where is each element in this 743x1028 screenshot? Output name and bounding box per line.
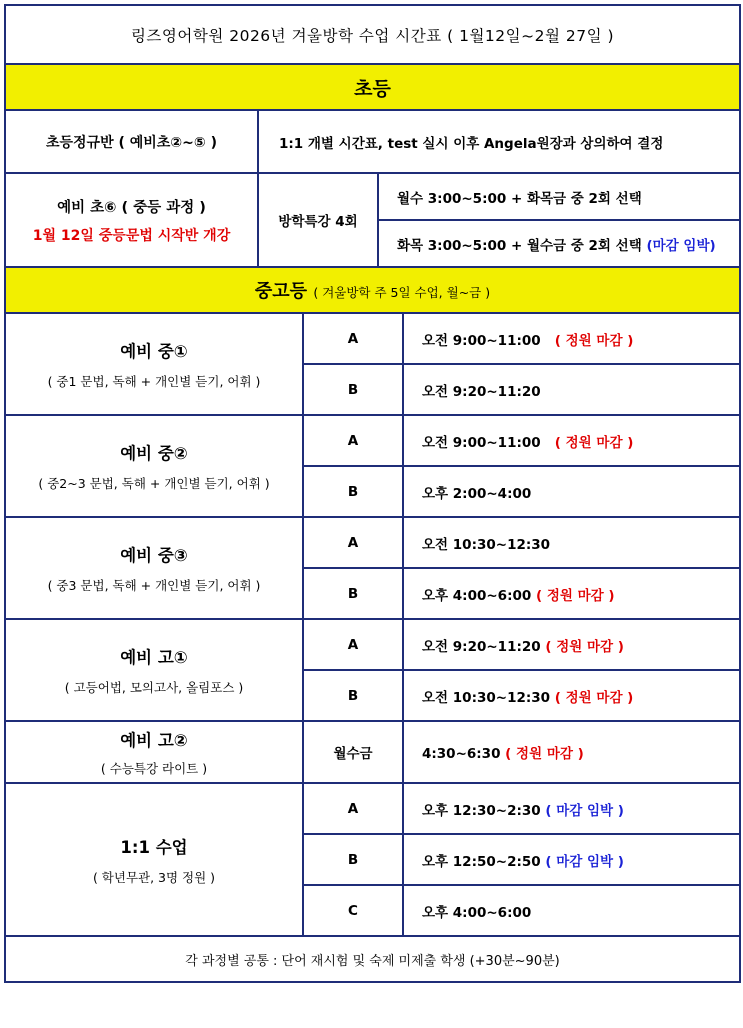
session-code: B xyxy=(303,466,403,517)
footer-note: 각 과정별 공통 : 단어 재시험 및 숙제 미제출 학생 (+30분~90분) xyxy=(5,936,740,982)
status-badge: ( 정원 마감 ) xyxy=(535,587,615,604)
secondary-header-sub: ( 겨울방학 주 5일 수업, 월~금 ) xyxy=(313,285,491,300)
course-cell xyxy=(5,721,303,783)
session-time-cell xyxy=(403,364,740,415)
course-name: 예비 중① xyxy=(120,342,188,361)
course-cell xyxy=(5,313,303,415)
title-row xyxy=(5,5,740,64)
course-desc: ( 수능특강 라이트 ) xyxy=(100,761,208,776)
elementary-pre6-row-1 xyxy=(5,173,740,220)
session-time: 오전 10:30~12:30 xyxy=(422,536,551,553)
session-time: 오후 12:30~2:30 xyxy=(422,802,541,819)
pre6-label: 예비 초⑥ ( 중등 과정 ) xyxy=(57,199,206,216)
elementary-header-row xyxy=(5,64,740,110)
section-header-secondary xyxy=(5,267,740,313)
session-time: 오후 4:00~6:00 xyxy=(422,904,532,921)
special-option-2-note: (마감 임박) xyxy=(646,237,716,254)
course-row xyxy=(5,783,740,834)
session-time-cell xyxy=(403,783,740,834)
session-time: 오전 9:00~11:00 xyxy=(422,434,541,451)
session-time: 오후 2:00~4:00 xyxy=(422,485,532,502)
special-option-1: 월수 3:00~5:00 + 화목금 중 2회 선택 xyxy=(378,173,740,220)
elementary-regular-label: 초등정규반 ( 예비초②~⑤ ) xyxy=(5,110,258,173)
course-cell xyxy=(5,415,303,517)
elementary-regular-row xyxy=(5,110,740,173)
status-badge: ( 마감 임박 ) xyxy=(545,802,624,819)
pre6-cell xyxy=(5,173,258,267)
session-code: A xyxy=(303,415,403,466)
session-code: C xyxy=(303,885,403,936)
session-time-cell xyxy=(403,834,740,885)
course-name: 1:1 수업 xyxy=(120,837,188,857)
pre6-note: 1월 12일 중등문법 시작반 개강 xyxy=(32,227,231,244)
session-time-cell xyxy=(403,568,740,619)
session-time-cell xyxy=(403,670,740,721)
session-time: 오후 12:50~2:50 xyxy=(422,853,541,870)
course-row xyxy=(5,721,740,783)
session-code: B xyxy=(303,364,403,415)
session-time-cell xyxy=(403,885,740,936)
special-option-2: 화목 3:00~5:00 + 월수금 중 2회 선택 xyxy=(397,237,642,254)
course-row xyxy=(5,313,740,364)
session-time-cell xyxy=(403,466,740,517)
status-badge: ( 정원 마감 ) xyxy=(505,746,584,762)
session-time: 오전 9:20~11:20 xyxy=(422,383,541,400)
status-badge: ( 마감 임박 ) xyxy=(545,853,624,870)
session-code: B xyxy=(303,834,403,885)
course-row xyxy=(5,415,740,466)
course-desc: ( 중1 문법, 독해 + 개인별 듣기, 어휘 ) xyxy=(47,374,261,389)
special-course-label: 방학특강 4회 xyxy=(258,173,378,267)
session-time-cell xyxy=(403,517,740,568)
page-title: 링즈영어학원 2026년 겨울방학 수업 시간표 ( 1월12일~2월 27일 ) xyxy=(5,5,740,64)
course-name: 예비 고② xyxy=(120,731,188,750)
session-time-cell xyxy=(403,619,740,670)
course-name: 예비 중③ xyxy=(120,546,188,565)
timetable xyxy=(4,4,741,983)
session-code: A xyxy=(303,619,403,670)
session-time-cell xyxy=(403,415,740,466)
session-code: A xyxy=(303,783,403,834)
session-time-cell xyxy=(403,313,740,364)
session-code: 월수금 xyxy=(303,721,403,783)
elementary-regular-desc: 1:1 개별 시간표, test 실시 이후 Angela원장과 상의하여 결정 xyxy=(258,110,740,173)
course-cell xyxy=(5,783,303,936)
special-option-2-cell xyxy=(378,220,740,267)
course-name: 예비 중② xyxy=(120,444,188,463)
session-time-cell xyxy=(403,721,740,783)
status-badge: ( 정원 마감 ) xyxy=(545,638,624,655)
section-header-elementary: 초등 xyxy=(5,64,740,110)
secondary-header-title: 중고등 xyxy=(254,281,308,302)
course-cell xyxy=(5,517,303,619)
session-time: 4:30~6:30 xyxy=(422,746,501,762)
course-row xyxy=(5,517,740,568)
session-time: 오후 4:00~6:00 xyxy=(422,587,532,604)
course-desc: ( 중2~3 문법, 독해 + 개인별 듣기, 어휘 ) xyxy=(38,476,270,491)
secondary-header-row xyxy=(5,267,740,313)
course-desc: ( 중3 문법, 독해 + 개인별 듣기, 어휘 ) xyxy=(47,578,261,593)
course-desc: ( 학년무관, 3명 정원 ) xyxy=(92,869,216,885)
session-time: 오전 9:00~11:00 xyxy=(422,332,541,349)
status-badge: ( 정원 마감 ) xyxy=(554,332,634,349)
course-name: 예비 고① xyxy=(120,648,188,667)
course-cell xyxy=(5,619,303,721)
course-row xyxy=(5,619,740,670)
session-code: B xyxy=(303,568,403,619)
course-desc: ( 고등어법, 모의고사, 올림포스 ) xyxy=(64,680,244,695)
session-time: 오전 9:20~11:20 xyxy=(422,638,541,655)
session-code: A xyxy=(303,517,403,568)
footer-row xyxy=(5,936,740,982)
session-time: 오전 10:30~12:30 xyxy=(422,689,551,706)
status-badge: ( 정원 마감 ) xyxy=(554,434,634,451)
session-code: B xyxy=(303,670,403,721)
status-badge: ( 정원 마감 ) xyxy=(554,689,634,706)
session-code: A xyxy=(303,313,403,364)
